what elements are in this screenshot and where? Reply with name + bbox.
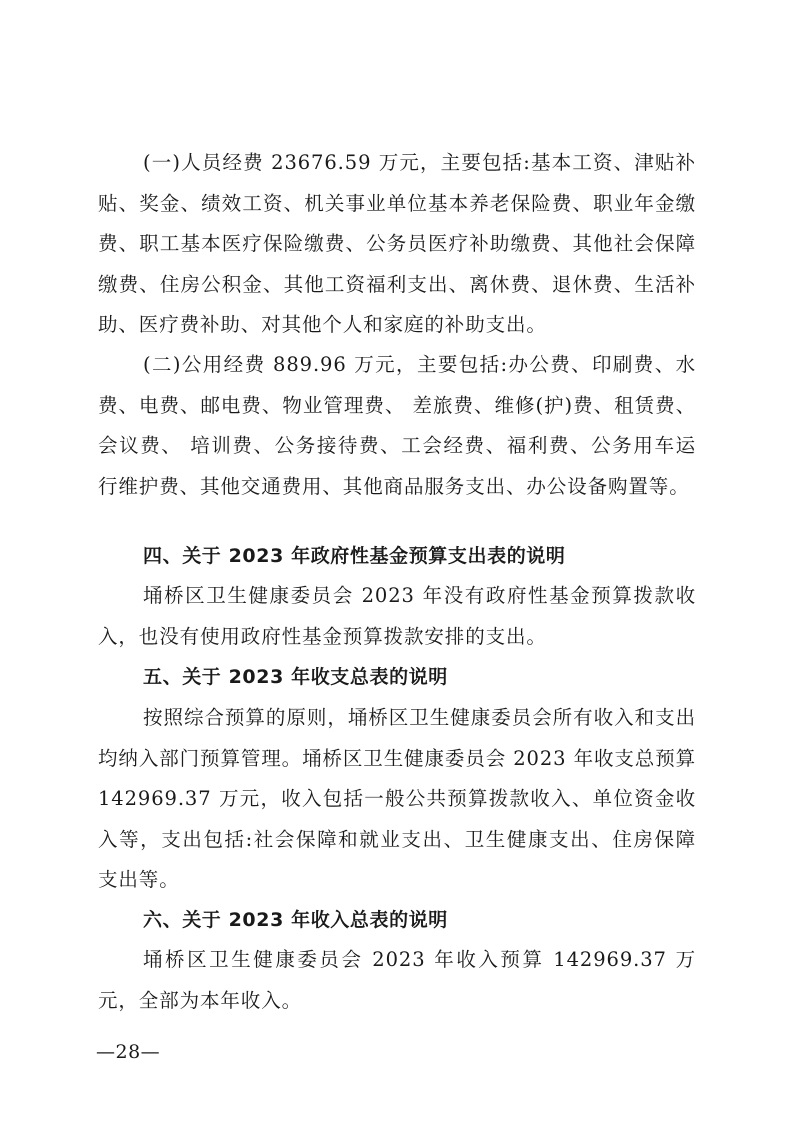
section-four-heading: 四、关于 2023 年政府性基金预算支出表的说明: [143, 545, 566, 567]
page-number: —28—: [96, 1041, 161, 1063]
public-expense-paragraph: (二)公用经费 889.96 万元，主要包括:办公费、印刷费、水费、电费、邮电费、物业管理费、 差旅费、维修(护)费、租赁费、会议费、 培训费、公务接待费、工会经费、福利费、公务用车运行维护费、其他交通费用、其他商品服务支出、办公设备购置等。: [98, 353, 696, 498]
section-six-paragraph: 埇桥区卫生健康委员会 2023 年收入预算 142969.37 万元，全部为本年收入。: [98, 948, 696, 1012]
personnel-expense-paragraph: (一)人员经费 23676.59 万元，主要包括:基本工资、津贴补贴、奖金、绩效工资、机关事业单位基本养老保险费、职业年金缴费、职工基本医疗保险缴费、公务员医疗补助缴费、其他社会保障缴费、住房公积金、其他工资福利支出、离休费、退休费、生活补助、医疗费补助、对其他个人和家庭的补助支出。: [98, 151, 696, 336]
section-five-paragraph: 按照综合预算的原则，埇桥区卫生健康委员会所有收入和支出均纳入部门预算管理。埇桥区卫生健康委员会 2023 年收支总预算 142969.37 万元，收入包括一般公共预算拨款收入、单位资金收入等，支出包括:社会保障和就业支出、卫生健康支出、住房保障支出等。: [98, 706, 696, 891]
section-five-heading: 五、关于 2023 年收支总表的说明: [143, 666, 448, 688]
section-six-heading: 六、关于 2023 年收入总表的说明: [143, 909, 448, 931]
section-four-paragraph: 埇桥区卫生健康委员会 2023 年没有政府性基金预算拨款收入，也没有使用政府性基金预算拨款安排的支出。: [98, 584, 696, 648]
